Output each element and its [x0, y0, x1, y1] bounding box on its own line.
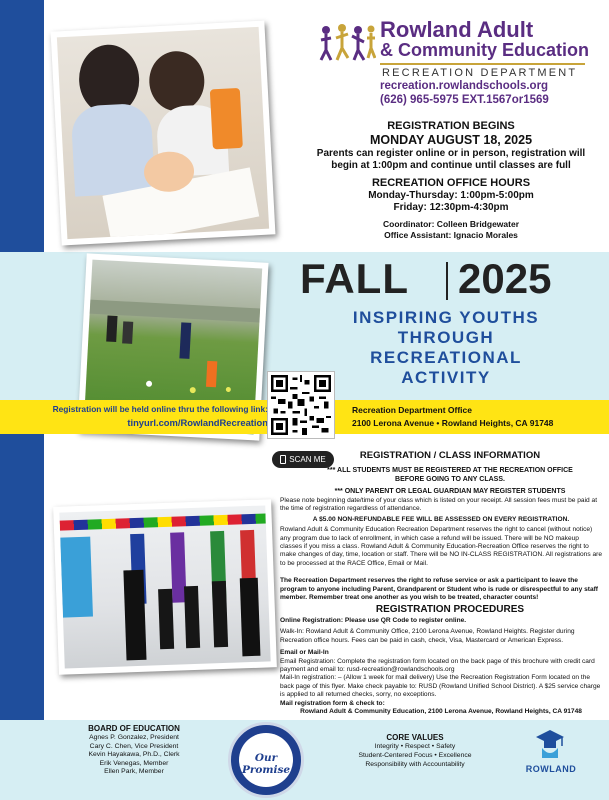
info-para1: Please note beginning date/time of your class which is listed on your receipt. All session fees must be paid at the time of registration regardless of attendance. [280, 497, 598, 513]
tagline [290, 308, 602, 388]
core-value: Integrity • Respect • Safety [374, 743, 456, 750]
registration-begins-label: REGISTRATION BEGINS [387, 120, 515, 132]
core-values-title: CORE VALUES [386, 733, 444, 742]
tagline-line4: ACTIVITY [401, 368, 491, 387]
qr-code[interactable] [268, 372, 334, 438]
photo-martial-arts [53, 499, 277, 675]
dept-name: RECREATION DEPARTMENT [382, 67, 578, 79]
our-promise-label: Our Promise [241, 752, 291, 776]
info-title: REGISTRATION / CLASS INFORMATION [359, 450, 541, 461]
org-name-line1: Rowland Adult [380, 17, 534, 42]
graduate-icon [534, 728, 566, 760]
board-title: BOARD OF EDUCATION [88, 724, 180, 733]
procedure-walkin: Walk-In: Rowland Adult & Community Office, 2100 Lerona Avenue, Rowland Heights. Register during Recreation office hours. Fees can be paid in cash, check, Visa, Mastercard or American Express. [280, 628, 575, 644]
scan-me-label: SCAN ME [289, 455, 326, 464]
board-member: Agnes P. Gonzalez, President [89, 734, 179, 741]
core-value: Student-Centered Focus • Excellence [358, 751, 472, 759]
office-hours-title: RECREATION OFFICE HOURS [371, 177, 531, 189]
online-registration-link[interactable]: tinyurl.com/RowlandRecreation [127, 417, 268, 428]
fee-note: A $5.00 NON-REFUNDABLE FEE WILL BE ASSESSED ON EVERY REGISTRATION. [312, 515, 570, 523]
procedures-title: REGISTRATION PROCEDURES [375, 604, 525, 615]
coordinator: Coordinator: Colleen Bridgewater [382, 219, 519, 229]
must-register-line2: BEFORE GOING TO ANY CLASS. [395, 476, 505, 483]
board-of-education [64, 724, 204, 777]
registration-date: MONDAY AUGUST 18, 2025 [369, 133, 533, 147]
hours-line2: Friday: 12:30pm-4:30pm [393, 202, 509, 213]
board-member: Erik Venegas, Member [99, 759, 169, 767]
guardian-note: *** ONLY PARENT OR LEGAL GUARDIAN MAY REGISTER STUDENTS [334, 488, 566, 495]
procedure-email: Email Registration: Complete the registration form located on the back page of this brochure with credit card payment and email to: rusd-recreation@rowlandschools.org [280, 657, 595, 674]
board-member: Kevin Hayakawa, Ph.D., Clerk [88, 751, 180, 759]
procedure-mail-address: Rowland Adult & Community Education, 2100 Lerona Avenue, Rowland Heights, CA 91748 [300, 708, 582, 716]
org-name-line2: & Community Education [380, 40, 590, 60]
core-values [340, 733, 490, 769]
season-year: 2025 [458, 255, 552, 302]
office-assistant: Office Assistant: Ignacio Morales [384, 230, 518, 240]
phone-icon [280, 455, 286, 464]
hero-divider [446, 262, 448, 300]
photo-kids-drawing [51, 21, 276, 246]
board-member: Cary C. Chen, Vice President [89, 742, 179, 750]
tagline-line3: RECREATIONAL [370, 348, 522, 367]
recreation-figures-icon [318, 20, 376, 62]
registration-block [296, 120, 606, 241]
must-register-line1: *** ALL STUDENTS MUST BE REGISTERED AT THE RECREATION OFFICE [327, 467, 573, 474]
website-link[interactable]: recreation.rowlandschools.org [380, 80, 549, 92]
procedure-mail: Mail-In registration: – (Allow 1 week for mail delivery) Use the Recreation Registration Form located on the back page of this flyer. Make check payable to: RUSD (Rowland Unified School District). A $25 service charge is applied to all returned checks, sorry, no exceptions. [280, 674, 601, 699]
board-member: Ellen Park, Member [104, 768, 164, 776]
tagline-line1: INSPIRING YOUTHS [352, 308, 540, 327]
office-label: Recreation Department Office [352, 405, 472, 415]
procedure-mail-check: Mail registration form & check to: [280, 699, 385, 707]
info-para2: Rowland Adult & Community Education Recreation Department reserves the right to cancel (without notice) any program due to lack of enrollment, in which case a refund will be issued. There will be NO makeup classes if you miss a class. Rowland Adult & Community Education-Recreation Office reserves the right to make changes of day, time, location or staff. There will be NO IN-CLASS REGISTRATION. All registrations are to be processed at the RACE Office, Email or Mail. [280, 526, 602, 567]
online-registration-text: Registration will be held online thru the following link: [52, 404, 268, 414]
registration-desc-line2: begin at 1:00pm and continue until classes are full [331, 160, 571, 171]
phone-number: (626) 965-5975 EXT.1567or1569 [380, 94, 549, 106]
logo-divider [380, 63, 585, 65]
registration-desc-line1: Parents can register online or in person, registration will [316, 148, 586, 159]
core-value: Responsibility with Accountability [365, 760, 465, 768]
org-logo-block [316, 18, 588, 108]
procedure-email-mail: Email or Mail-In [280, 649, 329, 657]
info-paragraphs [280, 497, 602, 602]
procedure-online: Online Registration: Please use QR Code to register online. [280, 617, 467, 624]
district-logo [520, 726, 582, 794]
hours-line1: Monday-Thursday: 1:00pm-5:00pm [368, 190, 534, 201]
district-logo-text: ROWLAND [525, 764, 577, 774]
tagline-line2: THROUGH [397, 328, 495, 347]
office-address: 2100 Lerona Avenue • Rowland Heights, CA 91748 [352, 418, 554, 428]
must-register [296, 466, 604, 496]
season-title: FALL [300, 255, 409, 302]
district-seal [228, 722, 304, 798]
info-para3: The Recreation Department reserves the right to refuse service or ask a participant to leave the program to anyone including Parent, Grandparent or Student who is rude or disrespectful to any staff member. Remember treat one another as you wish to be treated, character counts! [280, 577, 599, 602]
procedures-body [280, 617, 602, 716]
